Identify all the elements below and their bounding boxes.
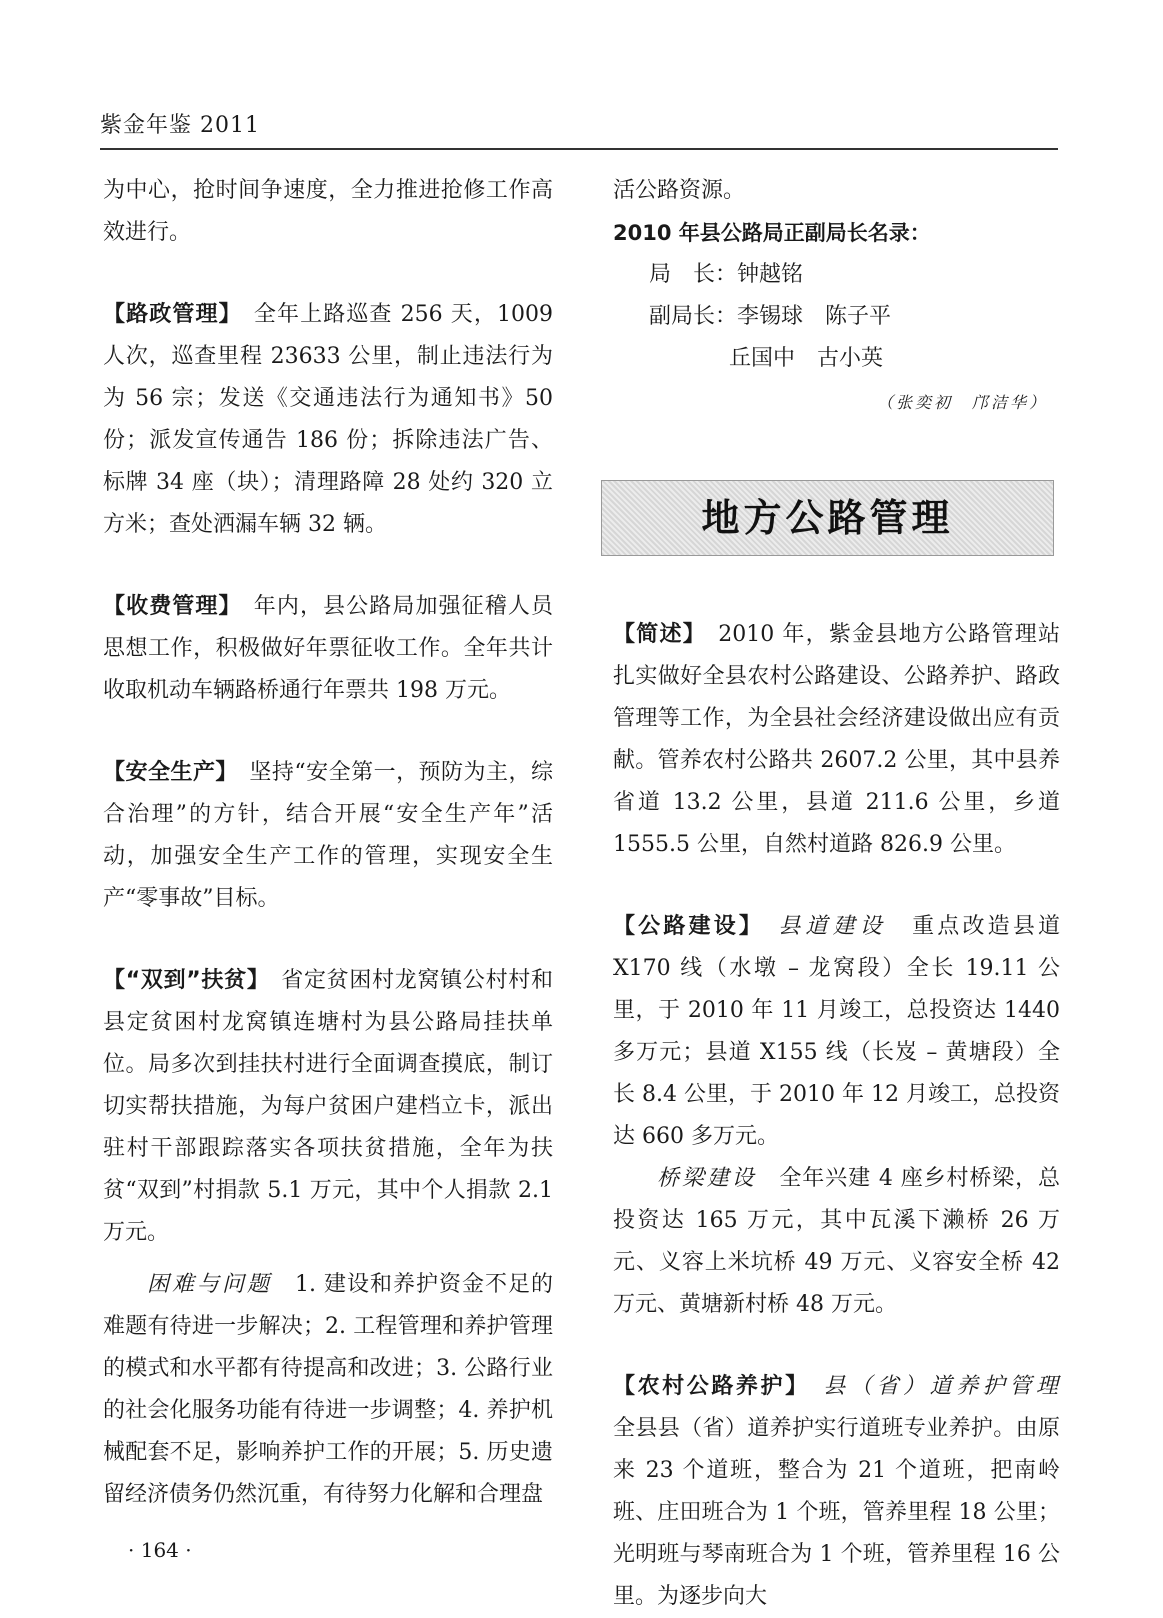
section-rural-maintenance [613, 1366, 1060, 1618]
section-road-administration [103, 294, 553, 546]
roster-director: 局 长：钟越铭 [649, 262, 804, 287]
roster-deputies: 副局长：李锡球 陈子平 [649, 304, 892, 329]
page-number: · 164 · [128, 1538, 192, 1562]
section-text: 2010 年，紫金县地方公路管理站扎实做好全县农村公路建设、公路养护、路政管理等工作，为全县社会经济建设做出应有贡献。管养农村公路共 2607.2 公里，其中县养省道 13.2 公里，县道 211.6 公里，乡道 1555.5 公里，自然村道路 826.9 公里。 [613, 622, 1060, 857]
section-tag: 【安全生产】 [103, 760, 227, 785]
subsection-title: 县道建设 [778, 914, 887, 939]
section-tag: 【收费管理】 [103, 594, 231, 619]
section-poverty-relief [103, 960, 553, 1254]
section-text: 坚持“安全第一，预防为主，综合治理”的方针，结合开展“安全生产年”活动，加强安全生产工作的管理，实现安全生产“零事故”目标。 [103, 760, 553, 911]
section-bridge-construction [613, 1158, 1060, 1326]
section-road-construction [613, 906, 1060, 1158]
subsection-title: 困难与问题 [147, 1272, 272, 1297]
roster-list [613, 254, 1060, 380]
right-column [613, 170, 1060, 1618]
section-text: 省定贫困村龙窝镇公村村和县定贫困村龙窝镇连塘村为县公路局挂扶单位。局多次到挂扶村进行全面调查摸底，制订切实帮扶措施，为每户贫困户建档立卡，派出驻村干部跟踪落实各项扶贫措施，全年为扶贫“双到”村捐款 5.1 万元，其中个人捐款 2.1 万元。 [103, 968, 553, 1245]
paragraph-continuation: 活公路资源。 [613, 178, 746, 203]
section-tag: 【路政管理】 [103, 302, 231, 327]
section-text: 年内，县公路局加强征稽人员思想工作，积极做好年票征收工作。全年共计收取机动车辆路桥通行年票共 198 万元。 [103, 594, 553, 703]
running-header: 紫金年鉴 2011 [100, 113, 260, 138]
header-rule [100, 148, 1058, 150]
section-toll-management [103, 586, 553, 712]
banner-title: 地方公路管理 [701, 496, 954, 540]
section-banner [601, 480, 1054, 556]
section-tag: 【农村公路养护】 [613, 1374, 799, 1399]
paragraph-continuation: 为中心，抢时间争速度，全力推进抢修工作高效进行。 [103, 178, 553, 245]
subsection-title: 桥梁建设 [657, 1166, 757, 1191]
left-column [103, 170, 553, 1516]
section-overview [613, 614, 1060, 866]
section-tag: 【简述】 [613, 622, 695, 647]
section-text: 全年上路巡查 256 天，1009 人次，巡查里程 23633 公里，制止违法行为为 56 宗；发送《交通违法行为通知书》50 份；派发宣传通告 186 份；拆除违法广告、标牌 34 座（块）；清理路障 28 处约 320 立方米；查处洒漏车辆 32 辆。 [103, 302, 553, 537]
section-problems [103, 1264, 553, 1516]
section-text: 全年兴建 4 座乡村桥梁，总投资达 165 万元，其中瓦溪下濑桥 26 万元、义容上米坑桥 49 万元、义容安全桥 42 万元、黄塘新村桥 48 万元。 [613, 1166, 1060, 1317]
roster-deputies-cont: 丘国中 古小英 [729, 346, 884, 371]
section-tag: 【公路建设】 [613, 914, 754, 939]
roster-title: 2010 年县公路局正副局长名录： [613, 221, 931, 245]
section-safety [103, 752, 553, 920]
section-text: 重点改造县道 X170 线（水墩 – 龙窝段）全长 19.11 公里，于 2010 年 11 月竣工，总投资达 1440 多万元；县道 X155 线（长岌 – 黄塘段）全长 8.4 公里，于 2010 年 12 月竣工，总投资达 660 多万元。 [613, 914, 1060, 1149]
subsection-title: 县（省）道养护管理 [823, 1374, 1060, 1399]
section-text: 1. 建设和养护资金不足的难题有待进一步解决；2. 工程管理和养护管理的模式和水平都有待提高和改进；3. 公路行业的社会化服务功能有待进一步调整；4. 养护机械配套不足，影响养护工作的开展；5. 历史遗留经济债务仍然沉重，有待努力化解和合理盘 [103, 1272, 553, 1507]
author-credit: （张奕初 邝洁华） [876, 393, 1048, 412]
section-tag: 【“双到”扶贫】 [103, 968, 259, 993]
section-text: 全县县（省）道养护实行道班专业养护。由原来 23 个道班，整合为 21 个道班，把南岭班、庄田班合为 1 个班，管养里程 18 公里；光明班与琴南班合为 1 个班，管养里程 16 公里。为逐步向大 [613, 1416, 1060, 1609]
